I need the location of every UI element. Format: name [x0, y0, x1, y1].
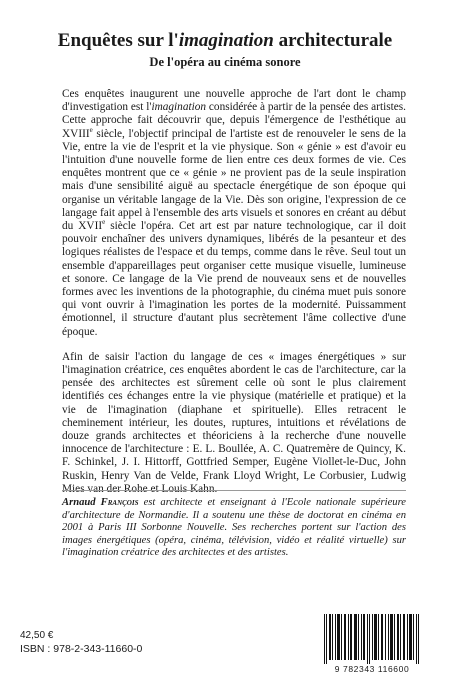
author-first-name: Arnaud: [62, 497, 96, 508]
text-run: siècle, l'objectif principal de l'artiste est de renouveler le sens de la Vie, entre la vie de l'esprit et la vie physique. Son « génie » est d'avoir eu l'intuition d'une nouvelle forme de lien entre ces deux formes de vie. Ces enquêtes montrent que ce « génie » ne provient pas de la seule inspiration mais d'une sensibilité aiguë au spectacle énergétique de son époque qui organise un véritable langage de la Vie. Dès son origine, l'expression de ce langage fait appel à l'ensemble des arts visuels et sonores en créant au début du XVII: [62, 127, 406, 233]
blurb-paragraph-2: Afin de saisir l'action du langage de ces « images énergétiques » sur l'imagination créatrice, ces enquêtes abordent le cas de l'architecture, car la pensée des architectes est sûrement celle où sont le plus clairement identifiés ces échanges entre la vie physique (matérielle et pratique) et la vie de l'imagination (diaphane et spirituelle). Elles retracent le cheminement intérieur, les doutes, ruptures, intuitions et révélations de douze grands architectes et théoriciens à la recherche d'une nouvelle innocence de l'architecture : E. L. Boullée, A. C. Quatremère de Quincy, K. F. Schinkel, J. I. Hittorff, Gottfried Semper, Eugène Viollet-le-Duc, John Ruskin, Henry Van de Velde, Frank Lloyd Wright, Le Corbusier, Ludwig Mies van der Rohe et Louis Kahn.: [62, 350, 406, 495]
price-label: 42,50 €: [20, 630, 54, 641]
barcode: [314, 614, 430, 676]
author-bio: [62, 497, 406, 560]
author-name: [62, 497, 138, 508]
text-run: Ces enquêtes inaugurent une nouvelle approche de l'art dont le champ d'investigation est l': [62, 88, 406, 114]
section-divider: [62, 490, 406, 491]
barcode-bars: [318, 614, 426, 664]
text-emphasis: imagination: [151, 101, 207, 114]
title-emphasis: imagination: [178, 30, 274, 51]
book-subtitle: De l'opéra au cinéma sonore: [149, 55, 301, 69]
title-part: Enquêtes sur l': [57, 30, 179, 51]
blurb-text: [62, 88, 406, 496]
isbn-label: ISBN : 978-2-343-11660-0: [20, 643, 143, 655]
book-title: [0, 30, 450, 52]
text-run: considérée à partir de la pensée des artistes. Cette approche fait découvrir que, depuis l'émergence de l'esthétique au XVIII: [62, 101, 406, 140]
title-part: architecturale: [273, 30, 393, 51]
author-bio-text: est architecte et enseignant à l'Ecole nationale supérieure d'architecture de Normandie. Il a soutenu une thèse de doctorat en cinéma en 2001 à Paris III Sorbonne Nouvelle. Ses recherches portent sur l'action des images énergétiques (opéra, cinéma, télévision, vidéo et réalité virtuelle) sur l'imagination créatrice des architectes et des artistes.: [62, 497, 406, 559]
blurb-paragraph-1: [62, 88, 406, 339]
author-last-name: François: [100, 497, 139, 508]
barcode-number: 9 782343 116600: [334, 664, 410, 674]
text-run: siècle l'opéra. Cet art est par nature technologique, car il doit pouvoir enchaîner des univers dynamiques, libérés de la pesanteur et des logiques réalistes de l'espace et du temps, comme dans le rêve. Seul tout un ensemble d'appareillages peut organiser cette musique visuelle, lumineuse et sonore. Ce langage de la Vie prend de nouveaux sens et de nouvelles formes avec les inventions de la photographie, du cinéma muet puis sonore qui vont ouvrir à l'imagination les portes de la modernité. Puissamment émotionnel, il structure d'autant plus secrètement l'âme collective d'une époque.: [62, 220, 406, 338]
century-superscript: e: [102, 218, 106, 227]
century-superscript: e: [89, 125, 93, 134]
